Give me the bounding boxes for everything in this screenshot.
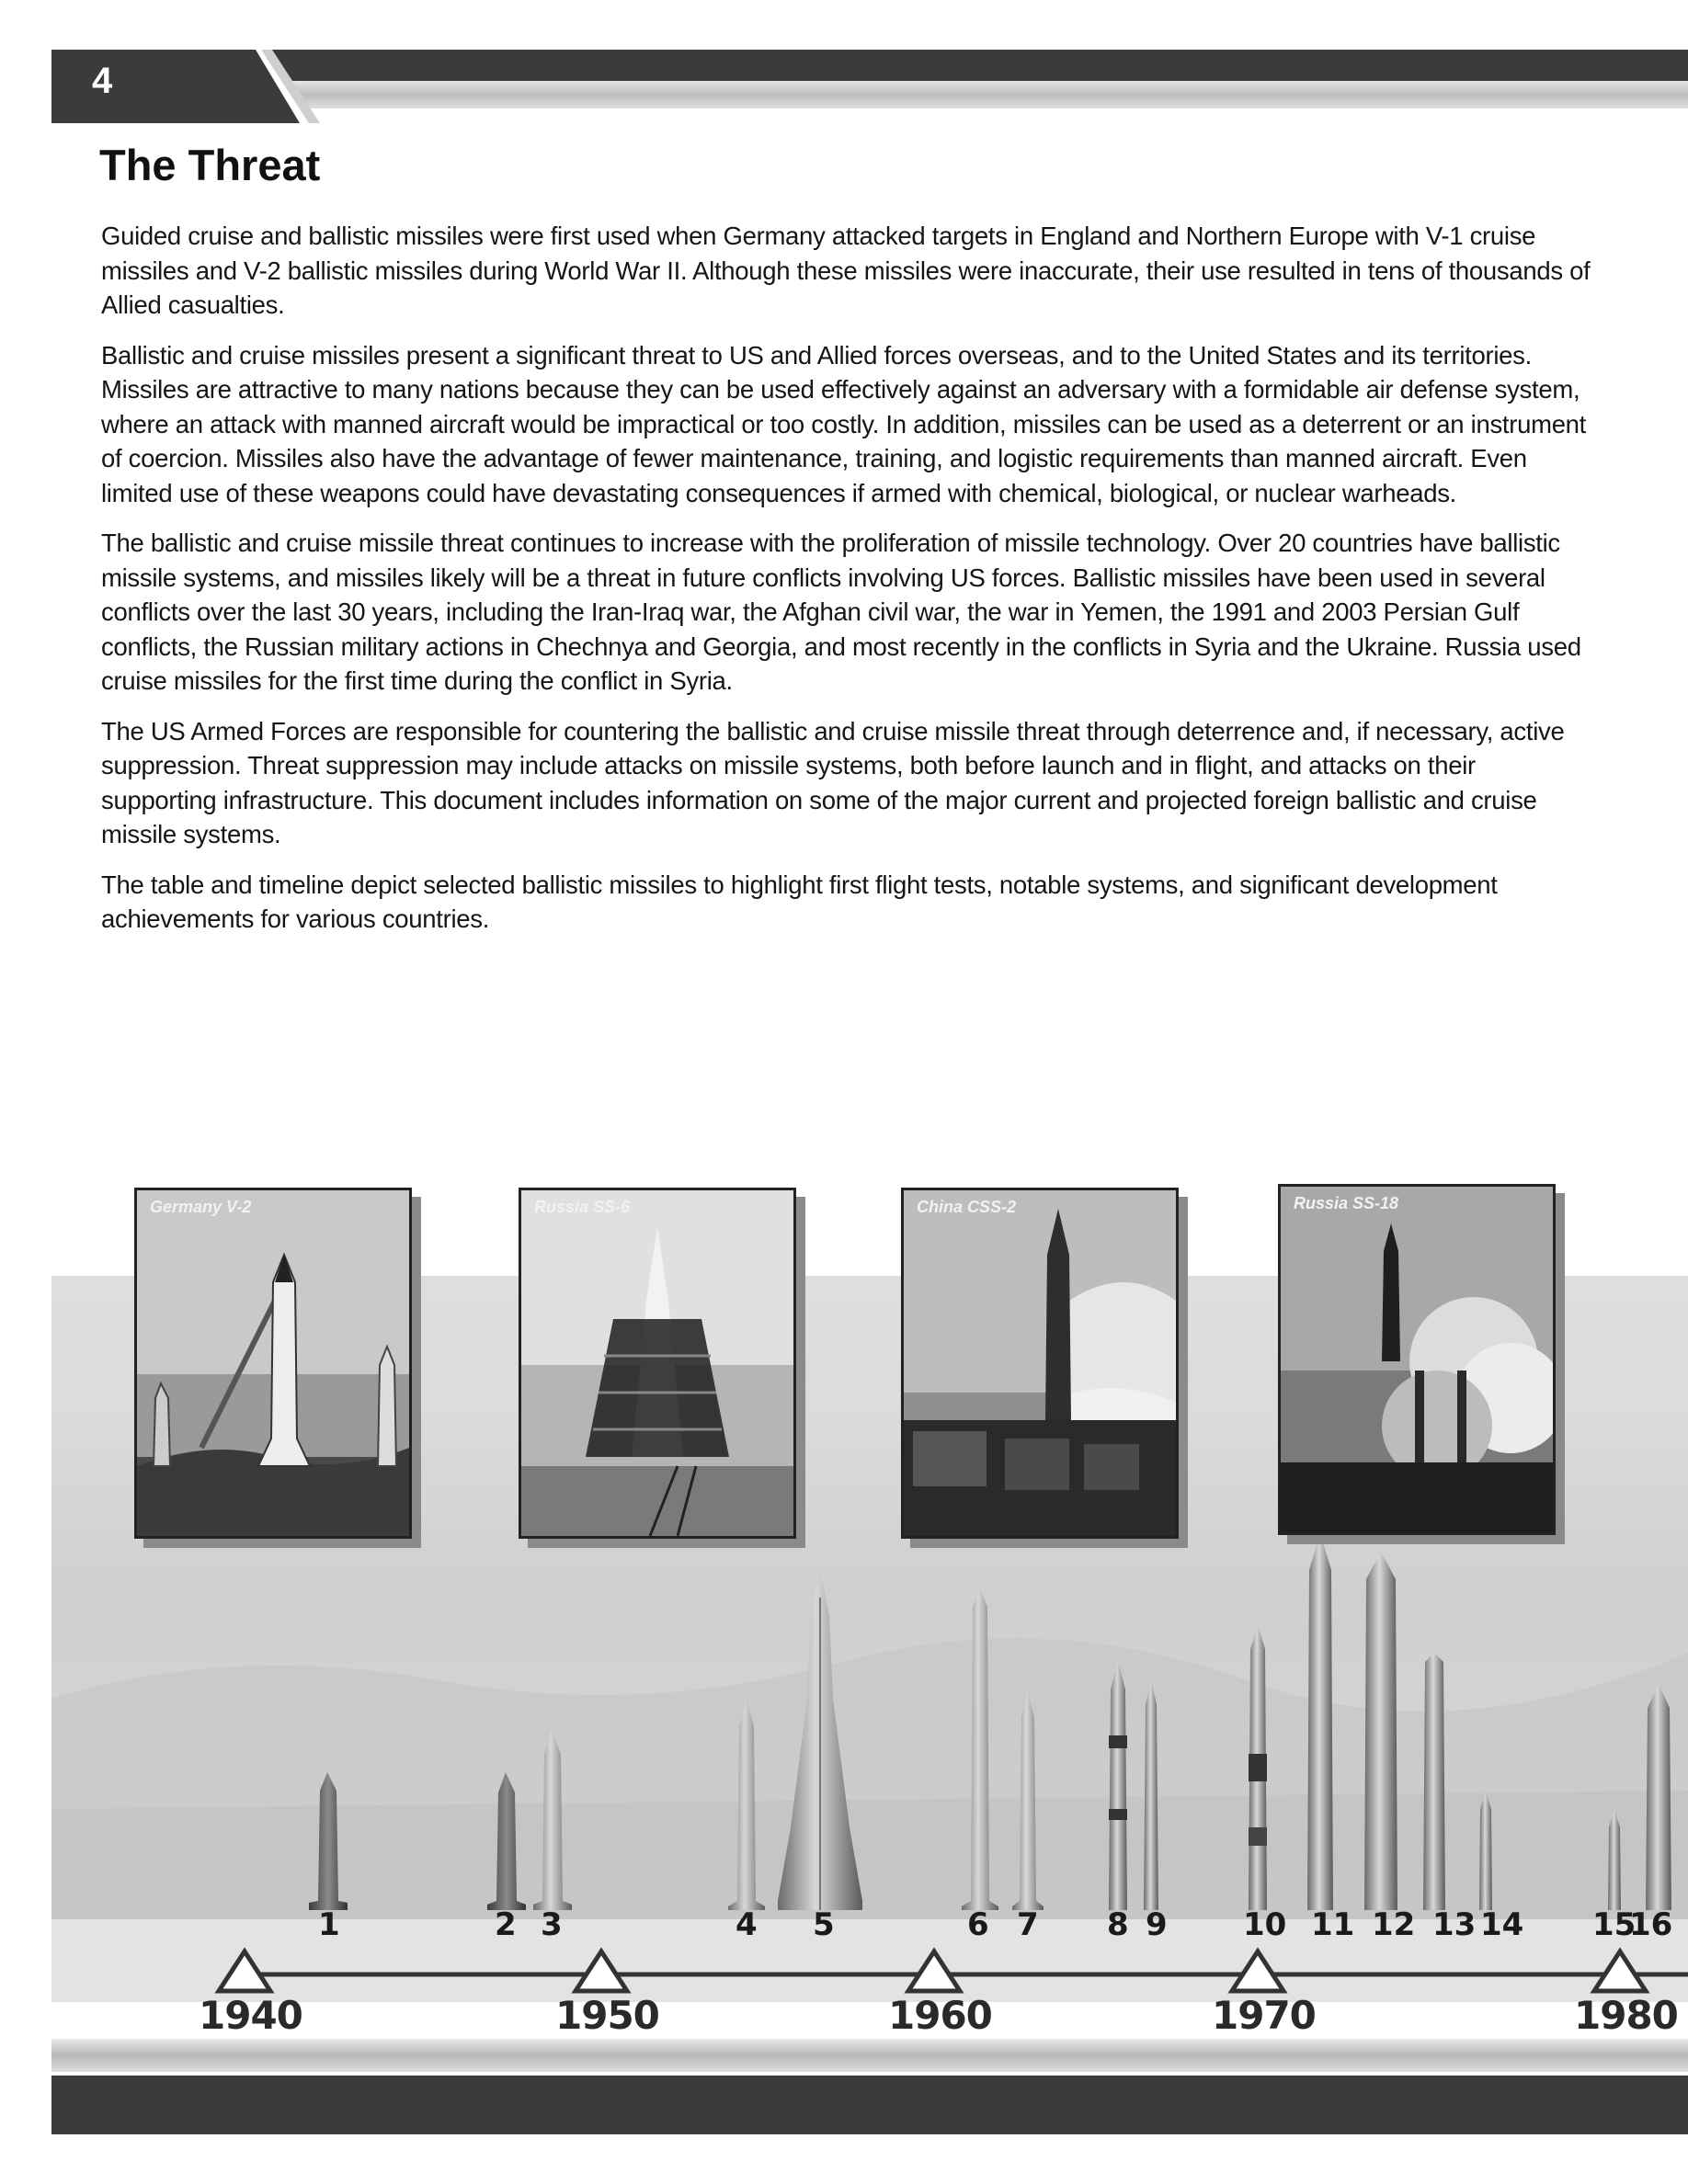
missile-16 [1646,1684,1671,1910]
missile-11 [1307,1533,1333,1910]
missile-number-7: 7 [1017,1906,1039,1943]
year-label-1960: 1960 [888,1993,992,2038]
header-band-graphic [51,50,1688,123]
photo-germany-v2-image [137,1190,409,1536]
missile-15 [1608,1809,1621,1910]
missile-number-15: 15 [1592,1906,1637,1943]
missile-12 [1364,1552,1397,1910]
missile-number-8: 8 [1107,1906,1129,1943]
paragraph-5: The table and timeline depict selected ballistic missiles to highlight first flight tests, notable systems, and significant development achievements for various countries. [101,870,1498,933]
year-label-1940: 1940 [199,1993,302,2038]
photo-germany-v2 [134,1188,412,1539]
missile-8 [1109,1660,1127,1910]
photo-russia-ss18 [1278,1184,1556,1535]
photo-russia-ss18-image [1281,1187,1553,1532]
missile-9 [1144,1680,1158,1910]
footer-band-graphic [51,2039,1688,2134]
missile-14 [1479,1791,1492,1910]
photo-china-css2-image [904,1190,1176,1536]
missile-number-10: 10 [1243,1906,1287,1943]
paragraph-4: The US Armed Forces are responsible for countering the ballistic and cruise missile threat through deterrence and, if necessary, active suppression. Threat suppression may include attacks on missile systems, both before launch and in flight, and attacks on their supporting infrastructure. This document includes information on some of the major current and projected foreign ballistic and cruise missile systems. [101,716,1565,848]
missile-number-9: 9 [1146,1906,1168,1943]
page-number: 4 [92,61,113,101]
body-text [101,219,1591,952]
missile-number-4: 4 [736,1906,758,1943]
footer-band [51,2039,1688,2134]
year-label-1980: 1980 [1574,1993,1678,2038]
missile-number-16: 16 [1629,1906,1673,1943]
paragraph-2: Ballistic and cruise missiles present a significant threat to US and Allied forces overseas, and to the United States and its territories. Missiles are attractive to many nations because they can be used effectively against an adversary with a formidable air defense system, where an attack with manned aircraft would be impractical or too costly. In addition, missiles can be used as a deterrent or an instrument of coercion. Missiles also have the advantage of fewer maintenance, training, and logistic requirements than manned aircraft. Even limited use of these weapons could have devastating consequences if armed with chemical, biological, or nuclear warheads. [101,340,1587,507]
missile-number-3: 3 [541,1906,563,1943]
photo-russia-ss6 [519,1188,796,1539]
missile-number-5: 5 [813,1906,835,1943]
missile-number-11: 11 [1311,1906,1355,1943]
photo-russia-ss6-image [521,1190,793,1536]
missile-number-6: 6 [967,1906,989,1943]
page-title: The Threat [99,141,321,189]
missile-number-13: 13 [1432,1906,1477,1943]
missile-10 [1249,1625,1267,1910]
photo-china-css2 [901,1188,1179,1539]
missile-number-12: 12 [1372,1906,1416,1943]
header-band [51,50,1688,123]
photo-label: China CSS-2 [917,1198,1017,1216]
missile-13 [1423,1653,1445,1910]
missile-timeline-figure [51,1184,1688,2140]
year-label-1950: 1950 [555,1993,659,2038]
missile-number-2: 2 [495,1906,517,1943]
photo-label: Germany V-2 [150,1198,252,1216]
year-label-1970: 1970 [1212,1993,1316,2038]
missile-number-14: 14 [1480,1906,1524,1943]
photo-label: Russia SS-6 [534,1198,631,1216]
paragraph-1: Guided cruise and ballistic missiles were first used when Germany attacked targets in England and Northern Europe with V-1 cruise missiles and V-2 ballistic missiles during World War II. Although these missiles were inaccurate, their use resulted in tens of thousands of Allied casualties. [101,222,1591,319]
photo-label: Russia SS-18 [1294,1194,1399,1212]
missile-number-1: 1 [318,1906,340,1943]
paragraph-3: The ballistic and cruise missile threat continues to increase with the proliferation of missile technology. Over 20 countries have ballistic missile systems, and missiles likely will be a threat in future conflicts involving US forces. Ballistic missiles have been used in several conflicts over the last 30 years, including the Iran-Iraq war, the Afghan civil war, the war in Yemen, the 1991 and 2003 Persian Gulf conflicts, the Russian military actions in Chechnya and Georgia, and most recently in the conflicts in Syria and the Ukraine. Russia used cruise missiles for the first time during the conflict in Syria. [101,529,1581,695]
